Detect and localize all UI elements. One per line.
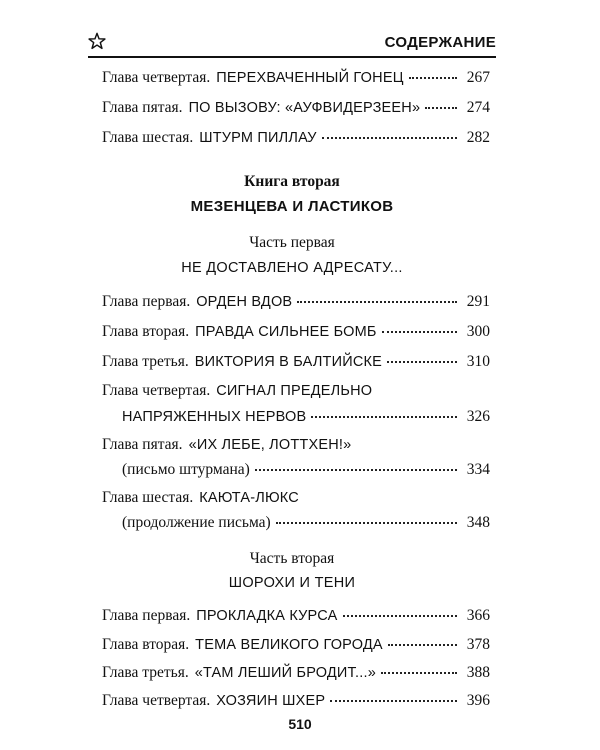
toc-entry-continuation [122, 461, 490, 483]
dot-leader [387, 361, 457, 363]
dot-leader [381, 672, 457, 674]
chapter-label: Глава четвертая. [102, 692, 211, 709]
chapter-label: Глава шестая. [102, 489, 194, 506]
chapter-title: ХОЗЯИН ШХЕР [216, 693, 326, 709]
chapter-title: «ИХ ЛЕБЕ, ЛОТТХЕН!» [188, 437, 352, 453]
page-ref: 348 [466, 514, 490, 531]
chapter-label: Глава вторая. [102, 636, 190, 653]
chapter-label: Глава четвертая. [102, 382, 211, 399]
part-title: ШОРОХИ И ТЕНИ [228, 575, 356, 591]
toc-entry [102, 636, 490, 658]
toc-entry [102, 323, 490, 345]
toc-entry [102, 664, 490, 686]
chapter-subtitle: (письмо штурмана) [122, 461, 250, 478]
page-ref: 396 [466, 692, 490, 709]
toc-entry [102, 293, 490, 315]
header-title: СОДЕРЖАНИЕ [384, 34, 496, 51]
chapter-title: ПО ВЫЗОВУ: «АУФВИДЕРЗЕЕН» [188, 100, 421, 116]
toc-entry [102, 69, 490, 91]
dot-leader [388, 644, 457, 646]
chapter-title: СИГНАЛ ПРЕДЕЛЬНО [216, 383, 373, 399]
chapter-title: «ТАМ ЛЕШИЙ БРОДИТ...» [194, 665, 376, 681]
toc-entry [102, 129, 490, 151]
page-ref: 378 [466, 636, 490, 653]
page-ref: 291 [466, 293, 490, 310]
toc-entry [102, 607, 490, 629]
chapter-title: ПРОКЛАДКА КУРСА [196, 608, 338, 624]
chapter-label: Глава шестая. [102, 129, 194, 146]
part-label: Часть первая [249, 234, 335, 251]
page-number: 510 [288, 716, 312, 732]
page-ref: 282 [466, 129, 490, 146]
toc-entry-continuation [122, 514, 490, 536]
dot-leader [330, 700, 457, 702]
chapter-label: Глава первая. [102, 607, 191, 624]
page-ref: 388 [466, 664, 490, 681]
dot-leader [409, 77, 457, 79]
toc-entry [102, 353, 490, 375]
toc-entry [102, 489, 490, 511]
chapter-title: ВИКТОРИЯ В БАЛТИЙСКЕ [194, 354, 383, 370]
dot-leader [311, 416, 457, 418]
dot-leader [276, 522, 457, 524]
dot-leader [382, 331, 457, 333]
chapter-label: Глава пятая. [102, 436, 183, 453]
chapter-label: Глава четвертая. [102, 69, 211, 86]
dot-leader [297, 301, 457, 303]
page-ref: 366 [466, 607, 490, 624]
chapter-label: Глава вторая. [102, 323, 190, 340]
page-ref: 267 [466, 69, 490, 86]
page-ref: 300 [466, 323, 490, 340]
part-label: Часть вторая [249, 550, 335, 567]
chapter-label: Глава пятая. [102, 99, 183, 116]
toc-entry [102, 436, 490, 458]
book-title: МЕЗЕНЦЕВА И ЛАСТИКОВ [190, 198, 394, 215]
chapter-title-continued: НАПРЯЖЕННЫХ НЕРВОВ [122, 409, 307, 425]
dot-leader [255, 469, 457, 471]
dot-leader [322, 137, 457, 139]
star-outline-icon [88, 32, 106, 50]
chapter-title: КАЮТА-ЛЮКС [199, 490, 299, 506]
chapter-title: ОРДЕН ВДОВ [196, 294, 293, 310]
running-header [88, 26, 496, 58]
page-ref: 310 [466, 353, 490, 370]
dot-leader [425, 107, 457, 109]
chapter-label: Глава третья. [102, 353, 189, 370]
page-ref: 274 [466, 99, 490, 116]
chapter-title: ПЕРЕХВАЧЕННЫЙ ГОНЕЦ [216, 70, 404, 86]
chapter-subtitle: (продолжение письма) [122, 514, 271, 531]
toc-entry [102, 692, 490, 714]
chapter-title: ПРАВДА СИЛЬНЕЕ БОМБ [195, 324, 377, 340]
book-label: Книга вторая [244, 173, 340, 190]
page-ref: 334 [466, 461, 490, 478]
dot-leader [343, 615, 458, 617]
part-title: НЕ ДОСТАВЛЕНО АДРЕСАТУ... [181, 260, 403, 276]
toc-entry [102, 382, 490, 404]
chapter-label: Глава первая. [102, 293, 191, 310]
chapter-title: ТЕМА ВЕЛИКОГО ГОРОДА [195, 637, 383, 653]
page-ref: 326 [466, 408, 490, 425]
toc-entry-continuation [122, 408, 490, 430]
toc-entry [102, 99, 490, 121]
chapter-title: ШТУРМ ПИЛЛАУ [199, 130, 317, 146]
chapter-label: Глава третья. [102, 664, 189, 681]
